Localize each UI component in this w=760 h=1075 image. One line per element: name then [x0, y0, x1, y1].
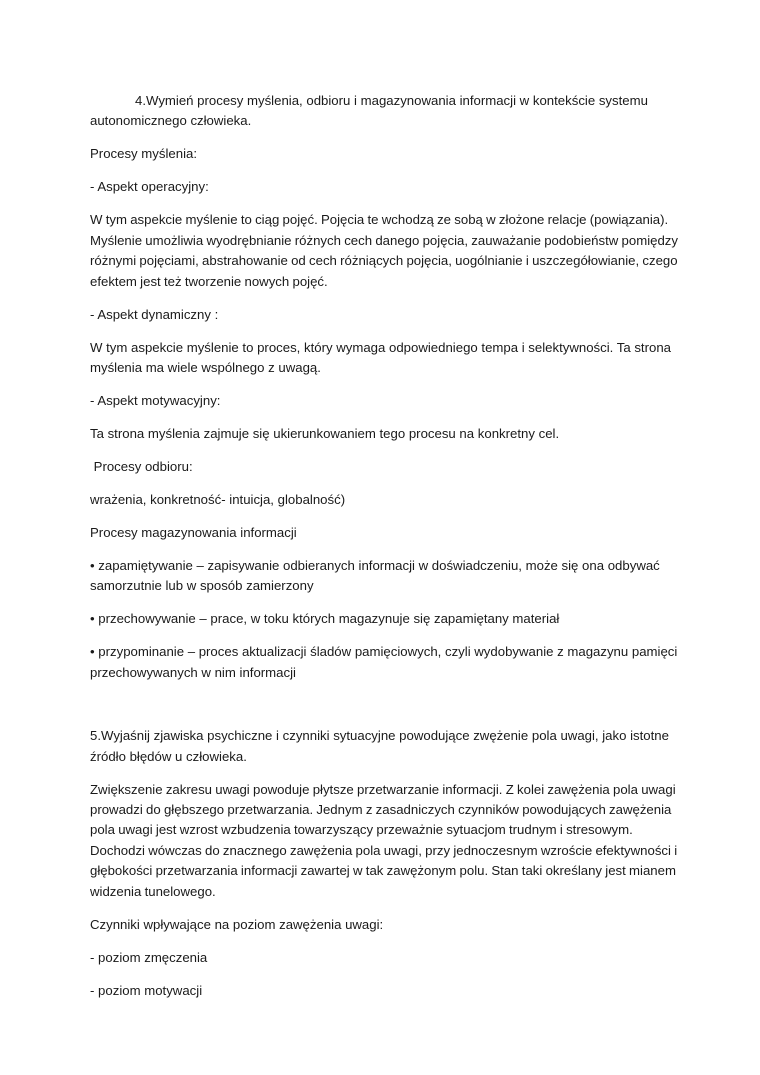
aspect-motivational-label: - Aspekt motywacyjny:: [90, 393, 221, 409]
question-5-text: Zwiększenie zakresu uwagi powoduje płytsze przetwarzanie informacji. Z kolei zawężenia pola uwagi prowadzi do głębszego przetwarzania. Jednym z zasadniczych czynników powodujących zawężenia pola uwagi jest wzrost wzbudzenia towarzyszący przeważnie sytuacjom trudnym i stresowym. Dochodzi wówczas do znacznego zawężenia pola uwagi, przy jednoczesnym wzroście efektywności i głębokości przetwarzania informacji zawartej w tak zawężonym polu. Stan taki określany jest mianem widzenia tunelowego.: [90, 781, 678, 899]
storage-processes-heading: Procesy magazynowania informacji: [90, 525, 297, 541]
storage-item: • przechowywanie – prace, w toku których magazynuje się zapamiętany materiał: [90, 611, 560, 627]
factor-item: - poziom motywacji: [90, 982, 203, 998]
question-4-heading: 4.Wymień procesy myślenia, odbioru i magazynowania informacji w kontekście systemu autonomicznego człowieka.: [90, 93, 648, 129]
storage-item: • zapamiętywanie – zapisywanie odbieranych informacji w doświadczeniu, może się ona odbywać samorzutnie lub w sposób zamierzony: [90, 558, 660, 594]
aspect-dynamic-label: - Aspekt dynamiczny :: [90, 306, 219, 322]
factor-item: - poziom zmęczenia: [90, 949, 208, 965]
aspect-operational-label: - Aspekt operacyjny:: [90, 179, 209, 195]
factors-heading: Czynniki wpływające na poziom zawężenia uwagi:: [90, 916, 384, 932]
thinking-processes-heading: Procesy myślenia:: [90, 146, 198, 162]
aspect-dynamic-text: W tym aspekcie myślenie to proces, który wymaga odpowiedniego tempa i selektywności. Ta strona myślenia ma wiele wspólnego z uwagą.: [90, 339, 671, 376]
document-page: [90, 91, 680, 1014]
reception-processes-text: wrażenia, konkretność- intuicja, globalność): [90, 492, 346, 508]
aspect-motivational-text: Ta strona myślenia zajmuje się ukierunkowaniem tego procesu na konkretny cel.: [90, 426, 560, 442]
question-5-heading: 5.Wyjaśnij zjawiska psychiczne i czynniki sytuacyjne powodujące zwężenie pola uwagi, jako istotne źródło błędów u człowieka.: [90, 728, 669, 764]
aspect-operational-text: W tym aspekcie myślenie to ciąg pojęć. Pojęcia te wchodzą ze sobą w złożone relacje (powiązania). Myślenie umożliwia wyodrębnianie różnych cech danego pojęcia, zauważanie podobieństw pomiędzy różnymi pojęciami, abstrahowanie od cech różniących pojęcia, uogólnianie i uszczegółowianie, czego efektem jest też tworzenie nowych pojęć.: [90, 212, 678, 289]
reception-processes-heading: Procesy odbioru:: [90, 459, 193, 475]
storage-item: • przypominanie – proces aktualizacji śladów pamięciowych, czyli wydobywanie z magazynu pamięci przechowywanych w nim informacji: [90, 644, 678, 680]
